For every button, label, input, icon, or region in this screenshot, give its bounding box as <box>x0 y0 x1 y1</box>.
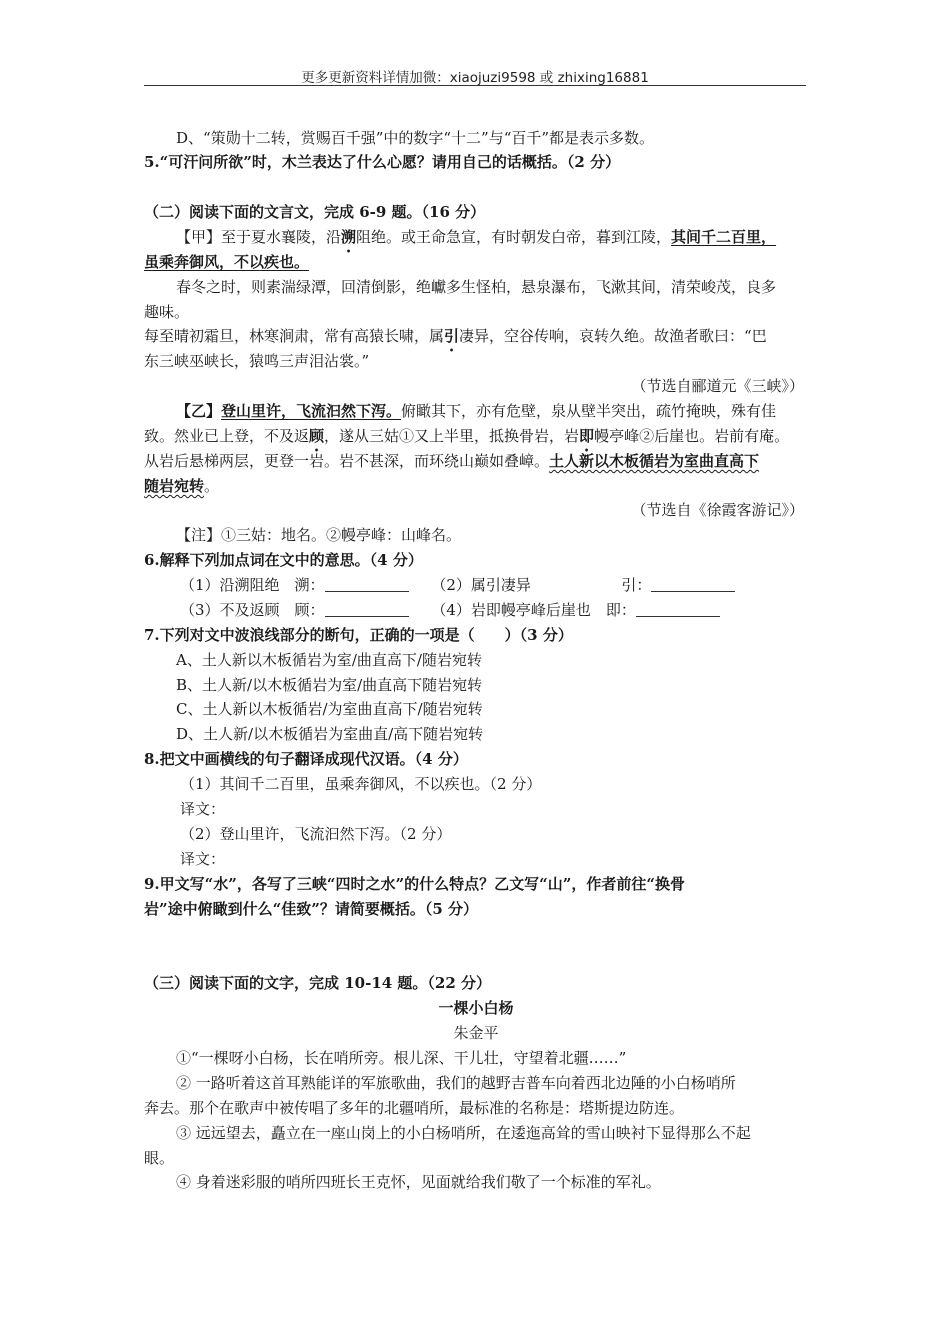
item-6-2: （2）属引凄异 <box>431 576 531 594</box>
question-9-line-2: 岩”途中俯瞰到什么“佳致”？请简要概括。（5 分） <box>144 900 479 918</box>
question-8-sentence-1: （1）其间千二百里，虽乘奔御风，不以疾也。（2 分） <box>180 775 542 793</box>
answer-blank-6-1[interactable] <box>325 577 409 592</box>
question-8-sentence-2: （2）登山里许，飞流汩然下泻。（2 分） <box>180 825 452 843</box>
underlined-sentence-1a: 其间千二百里， <box>671 228 777 246</box>
passage-yi-line-1 <box>144 401 808 421</box>
section-3-title: （三）阅读下面的文字，完成 10-14 题。（22 分） <box>144 974 492 992</box>
dotted-word-gu: 顾 <box>309 427 325 445</box>
answer-blank-6-2[interactable] <box>651 577 735 592</box>
question-9-line-1: 9.甲文写“水”，各写了三峡“四时之水”的什么特点？乙文写“山”，作者前往“换骨 <box>144 875 686 893</box>
article-paragraph-3-line-2: 眼。 <box>144 1149 175 1167</box>
answer-blank-6-3[interactable] <box>325 602 409 617</box>
article-paragraph-4: ④ 身着迷彩服的哨所四班长王克怀，见面就给我们敬了一个标准的军礼。 <box>176 1173 661 1191</box>
option-a[interactable]: A、土人新以木板循岩为室/曲直高下/随岩宛转 <box>176 651 482 669</box>
passage-yi-line-3 <box>144 451 808 471</box>
underlined-sentence-2: 登山里许，飞流汩然下泻。 <box>221 402 402 420</box>
option-b[interactable]: B、土人新/以木板循岩为室/曲直高下随岩宛转 <box>176 676 483 694</box>
text-run: 致。然业已上登，不及返 <box>144 427 310 445</box>
section-2-title: （二）阅读下面的文言文，完成 6-9 题。（16 分） <box>144 203 486 221</box>
article-title: 一棵小白杨 <box>438 999 514 1017</box>
passage-jia-line-3: 春冬之时，则素湍绿潭，回清倒影，绝巘多生怪柏，悬泉瀑布，飞漱其间，清荣峻茂，良多 <box>176 278 777 296</box>
text-run: 【甲】至于夏水襄陵，沿 <box>176 228 342 246</box>
text-run: 。 <box>204 477 220 495</box>
item-6-1: （1）沿溯阻绝 溯： <box>180 576 325 594</box>
source-jia: （节选自郦道元《三峡》） <box>631 377 804 395</box>
article-paragraph-2-line-1: ② 一路听着这首耳熟能详的军旅歌曲，我们的越野吉普车向着西北边陲的小白杨哨所 <box>176 1074 736 1092</box>
header-divider <box>144 85 806 86</box>
question-7-title: 7.下列对文中波浪线部分的断句，正确的一项是（ ）（3 分） <box>144 626 573 644</box>
passage-jia-line-6: 东三峡巫峡长，猿鸣三声泪沾裳。” <box>144 352 370 370</box>
dotted-word-yin: 引 <box>444 327 460 345</box>
question-6-row-2 <box>144 600 808 620</box>
article-paragraph-3-line-1: ③ 远远望去，矗立在一座山岗上的小白杨哨所，在逶迤高耸的雪山映衬下显得那么不起 <box>176 1124 751 1142</box>
dotted-word-ji: 即 <box>579 427 595 445</box>
text-run: 阻绝。或王命急宣，有时朝发白帝，暮到江陵， <box>356 228 672 246</box>
text-run: ，遂从三姑①又上半里，抵换骨岩，岩 <box>324 427 580 445</box>
question-6-title: 6.解释下列加点词在文中的意思。（4 分） <box>144 551 423 569</box>
option-d-q7[interactable]: D、土人新/以木板循岩为室曲直/高下随岩宛转 <box>176 725 484 743</box>
passage-jia-line-4: 趣味。 <box>144 303 190 321</box>
wavy-underlined-text-a: 土人新以木板循岩为室曲直高下 <box>549 452 760 470</box>
passage-jia-line-2 <box>144 252 808 272</box>
item-6-4: （4）岩即幔亭峰后崖也 即： <box>431 601 636 619</box>
text-run: 每至晴初霜旦，林寒涧肃，常有高猿长啸，属 <box>144 327 445 345</box>
passage-yi-line-4 <box>144 476 808 496</box>
wavy-underlined-text-b: 随岩宛转 <box>144 477 205 495</box>
translation-label-1: 译文： <box>180 800 226 818</box>
text-run: 从岩后悬梯两层，更登一岩。岩不甚深，而环绕山巅如叠嶂。 <box>144 452 550 470</box>
page-header: 更多更新资料详情加微：xiaojuzi9598 或 zhixing16881 <box>301 70 649 86</box>
text-run: 幔亭峰②后崖也。岩前有庵。 <box>594 427 790 445</box>
underlined-sentence-1b: 虽乘奔御风，不以疾也。 <box>144 253 310 271</box>
question-5: 5.“可汗问所欲”时，木兰表达了什么心愿？请用自己的话概括。（2 分） <box>144 153 621 171</box>
option-c[interactable]: C、土人新以木板循岩/为室曲直高下/随岩宛转 <box>176 700 483 718</box>
text-run: 俯瞰其下，亦有危壁，泉从壁半突出，疏竹掩映，殊有佳 <box>401 402 777 420</box>
item-6-2-label: 引： <box>621 576 652 594</box>
article-paragraph-2-line-2: 奔去。那个在歌声中被传唱了多年的北疆哨所，最标准的名称是：塔斯提边防连。 <box>144 1099 685 1117</box>
text-run: 【乙】 <box>176 402 222 420</box>
article-paragraph-1: ①“一棵呀小白杨，长在哨所旁。根儿深、干儿壮，守望着北疆……” <box>176 1049 627 1067</box>
translation-label-2: 译文： <box>180 850 226 868</box>
source-yi: （节选自《徐霞客游记》） <box>631 501 804 519</box>
annotation-note: 【注】①三姑：地名。②幔亭峰：山峰名。 <box>176 526 462 544</box>
dotted-word-su: 溯 <box>341 228 357 246</box>
option-d: D、“策勋十二转，赏赐百千强”中的数字“十二”与“百千”都是表示多数。 <box>176 129 655 147</box>
item-6-3: （3）不及返顾 顾： <box>180 601 325 619</box>
answer-blank-6-4[interactable] <box>636 602 720 617</box>
question-8-title: 8.把文中画横线的句子翻译成现代汉语。（4 分） <box>144 750 468 768</box>
text-run: 凄异，空谷传响，哀转久绝。故渔者歌曰：“巴 <box>459 327 767 345</box>
article-author: 朱金平 <box>453 1024 499 1042</box>
question-6-row-1 <box>144 575 808 595</box>
